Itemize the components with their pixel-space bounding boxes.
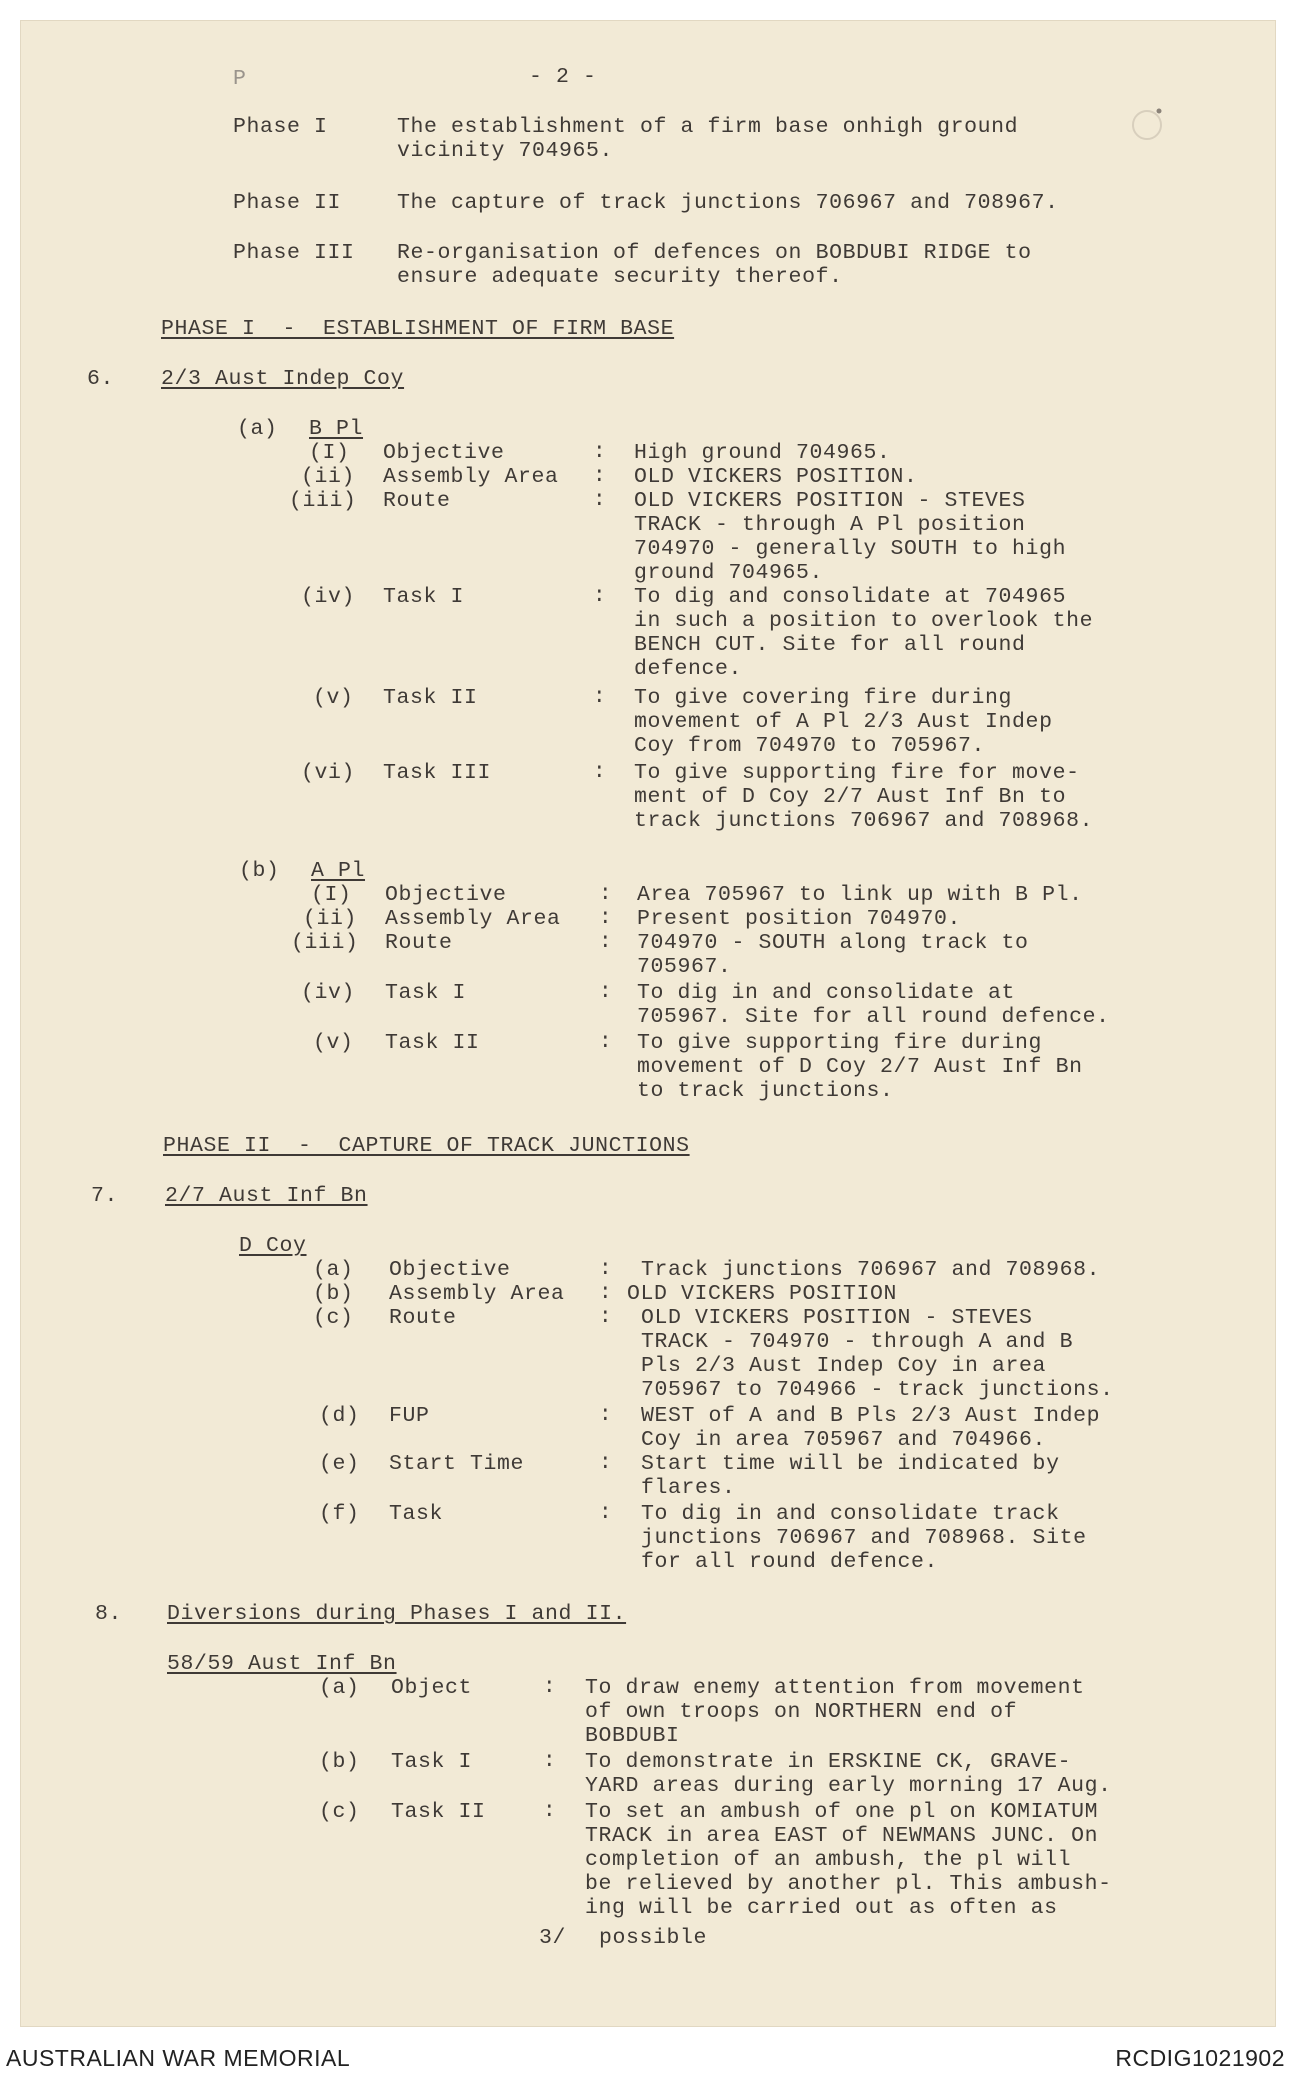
item-text: 705967. Site for all round defence.: [637, 1005, 1110, 1029]
separator: :: [593, 761, 606, 784]
item-name: Task II: [383, 686, 478, 710]
item-text: BENCH CUT. Site for all round: [634, 633, 1026, 657]
item-num: (v): [313, 686, 354, 710]
item-name: Start Time: [389, 1452, 525, 1476]
item-name: Assembly Area: [383, 465, 559, 489]
item-num: (iv): [301, 981, 356, 1005]
item-num: (iv): [301, 585, 356, 609]
item-name: Task II: [385, 1031, 480, 1055]
phase-desc-line: ensure adequate security thereof.: [397, 265, 843, 289]
footer-catalog-id: RCDIG1021902: [1115, 2045, 1285, 2071]
diversions-heading: Diversions during Phases I and II.: [167, 1602, 627, 1626]
phase-desc-line: The capture of track junctions 706967 and 708967.: [397, 191, 1059, 215]
item-text: 705967 to 704966 - track junctions.: [641, 1378, 1114, 1402]
separator: :: [593, 441, 606, 464]
platoon-title: B Pl: [309, 417, 364, 441]
document-page: [20, 20, 1276, 2027]
unit-heading: 2/3 Aust Indep Coy: [161, 367, 405, 391]
separator: :: [593, 585, 606, 608]
separator: :: [599, 907, 612, 930]
item-text: ment of D Coy 2/7 Aust Inf Bn to: [634, 785, 1067, 809]
item-text: ground 704965.: [634, 561, 824, 585]
item-name: Task I: [385, 981, 467, 1005]
item-num: (ii): [301, 465, 356, 489]
item-text: WEST of A and B Pls 2/3 Aust Indep: [641, 1404, 1101, 1428]
item-text: ing will be carried out as often as: [585, 1896, 1058, 1920]
item-text: 704970 - generally SOUTH to high: [634, 537, 1067, 561]
item-text: track junctions 706967 and 708968.: [634, 809, 1094, 833]
item-num: (iii): [289, 489, 357, 513]
item-text: Track junctions 706967 and 708968.: [641, 1258, 1101, 1282]
item-text: for all round defence.: [641, 1550, 939, 1574]
phase-desc-line: Re-organisation of defences on BOBDUBI RIDGE to: [397, 241, 1032, 265]
item-text: be relieved by another pl. This ambush-: [585, 1872, 1112, 1896]
separator: :: [599, 1306, 612, 1329]
phase-desc-line: vicinity 704965.: [397, 139, 614, 163]
item-name: Objective: [389, 1258, 511, 1282]
item-name: Route: [383, 489, 451, 513]
item-num: (a): [313, 1258, 354, 1282]
item-text: To give supporting fire for move-: [634, 761, 1080, 785]
sub-label: (a): [237, 417, 278, 441]
item-text: To give covering fire during: [634, 686, 1013, 710]
item-text: Coy in area 705967 and 704966.: [641, 1428, 1047, 1452]
item-text: To give supporting fire during: [637, 1031, 1043, 1055]
platoon-title: A Pl: [311, 859, 366, 883]
continuation-word: possible: [599, 1926, 708, 1950]
item-text: flares.: [641, 1476, 736, 1500]
item-name: FUP: [389, 1404, 430, 1428]
item-name: Task: [389, 1502, 444, 1526]
item-name: Assembly Area: [385, 907, 561, 931]
item-text: YARD areas during early morning 17 Aug.: [585, 1774, 1112, 1798]
item-name: Route: [389, 1306, 457, 1330]
item-text: Start time will be indicated by: [641, 1452, 1060, 1476]
item-num: (b): [319, 1750, 360, 1774]
phase1-heading: PHASE I - ESTABLISHMENT OF FIRM BASE: [161, 317, 675, 341]
unit-heading: 58/59 Aust Inf Bn: [167, 1652, 397, 1676]
item-text: To dig in and consolidate track: [641, 1502, 1060, 1526]
para-number: 6.: [87, 367, 115, 391]
item-text: OLD VICKERS POSITION - STEVES: [634, 489, 1026, 513]
item-text: OLD VICKERS POSITION: [627, 1282, 898, 1306]
item-text: movement of D Coy 2/7 Aust Inf Bn: [637, 1055, 1083, 1079]
item-text: of own troops on NORTHERN end of: [585, 1700, 1018, 1724]
item-num: (iii): [291, 931, 359, 955]
item-name: Route: [385, 931, 453, 955]
item-text: Area 705967 to link up with B Pl.: [637, 883, 1083, 907]
corner-mark: P: [233, 67, 247, 91]
item-text: Pls 2/3 Aust Indep Coy in area: [641, 1354, 1047, 1378]
separator: :: [599, 1282, 612, 1305]
item-num: (d): [319, 1404, 360, 1428]
separator: :: [599, 981, 612, 1004]
item-text: To demonstrate in ERSKINE CK, GRAVE-: [585, 1750, 1072, 1774]
para-number: 8.: [95, 1602, 123, 1626]
item-name: Objective: [383, 441, 505, 465]
item-name: Task I: [391, 1750, 473, 1774]
item-text: OLD VICKERS POSITION.: [634, 465, 918, 489]
company-title: D Coy: [239, 1234, 307, 1258]
separator: :: [543, 1676, 556, 1699]
page-number: - 2 -: [529, 65, 597, 89]
item-text: junctions 706967 and 708968. Site: [641, 1526, 1087, 1550]
item-num: (ii): [303, 907, 358, 931]
separator: :: [599, 883, 612, 906]
item-num: (c): [313, 1306, 354, 1330]
item-text: completion of an ambush, the pl will: [585, 1848, 1072, 1872]
item-name: Assembly Area: [389, 1282, 565, 1306]
item-text: 705967.: [637, 955, 732, 979]
item-text: movement of A Pl 2/3 Aust Indep: [634, 710, 1053, 734]
item-text: To set an ambush of one pl on KOMIATUM: [585, 1800, 1099, 1824]
item-text: Coy from 704970 to 705967.: [634, 734, 986, 758]
item-name: Task III: [383, 761, 492, 785]
item-text: To dig in and consolidate at: [637, 981, 1016, 1005]
phase-label: Phase I: [233, 115, 328, 139]
item-text: TRACK - 704970 - through A and B: [641, 1330, 1074, 1354]
item-name: Object: [391, 1676, 473, 1700]
para-number: 7.: [91, 1184, 119, 1208]
separator: :: [543, 1800, 556, 1823]
phase-desc-line: The establishment of a firm base onhigh ground: [397, 115, 1019, 139]
separator: :: [599, 1404, 612, 1427]
paper-hole-mark: [1127, 103, 1167, 153]
item-num: (v): [313, 1031, 354, 1055]
item-num: (f): [319, 1502, 360, 1526]
item-text: High ground 704965.: [634, 441, 891, 465]
item-num: (vi): [301, 761, 356, 785]
separator: :: [593, 489, 606, 512]
item-text: to track junctions.: [637, 1079, 894, 1103]
separator: :: [599, 1502, 612, 1525]
item-text: defence.: [634, 657, 743, 681]
item-text: To draw enemy attention from movement: [585, 1676, 1085, 1700]
item-text: in such a position to overlook the: [634, 609, 1094, 633]
unit-heading: 2/7 Aust Inf Bn: [165, 1184, 368, 1208]
item-text: 704970 - SOUTH along track to: [637, 931, 1029, 955]
separator: :: [543, 1750, 556, 1773]
separator: :: [599, 931, 612, 954]
footer-archive-name: AUSTRALIAN WAR MEMORIAL: [6, 2045, 351, 2071]
sub-label: (b): [239, 859, 280, 883]
continuation-marker: 3/: [539, 1926, 567, 1950]
phase-label: Phase III: [233, 241, 355, 265]
item-text: Present position 704970.: [637, 907, 962, 931]
phase-label: Phase II: [233, 191, 342, 215]
separator: :: [599, 1031, 612, 1054]
separator: :: [599, 1452, 612, 1475]
item-name: Task II: [391, 1800, 486, 1824]
item-text: BOBDUBI: [585, 1724, 680, 1748]
item-num: (c): [319, 1800, 360, 1824]
item-name: Task I: [383, 585, 465, 609]
separator: :: [593, 465, 606, 488]
item-name: Objective: [385, 883, 507, 907]
item-text: To dig and consolidate at 704965: [634, 585, 1067, 609]
item-num: (b): [313, 1282, 354, 1306]
item-text: TRACK in area EAST of NEWMANS JUNC. On: [585, 1824, 1099, 1848]
separator: :: [599, 1258, 612, 1281]
phase2-heading: PHASE II - CAPTURE OF TRACK JUNCTIONS: [163, 1134, 690, 1158]
item-num: (a): [319, 1676, 360, 1700]
separator: :: [593, 686, 606, 709]
item-text: OLD VICKERS POSITION - STEVES: [641, 1306, 1033, 1330]
item-num: (I): [311, 883, 352, 907]
item-text: TRACK - through A Pl position: [634, 513, 1026, 537]
item-num: (I): [309, 441, 350, 465]
item-num: (e): [319, 1452, 360, 1476]
